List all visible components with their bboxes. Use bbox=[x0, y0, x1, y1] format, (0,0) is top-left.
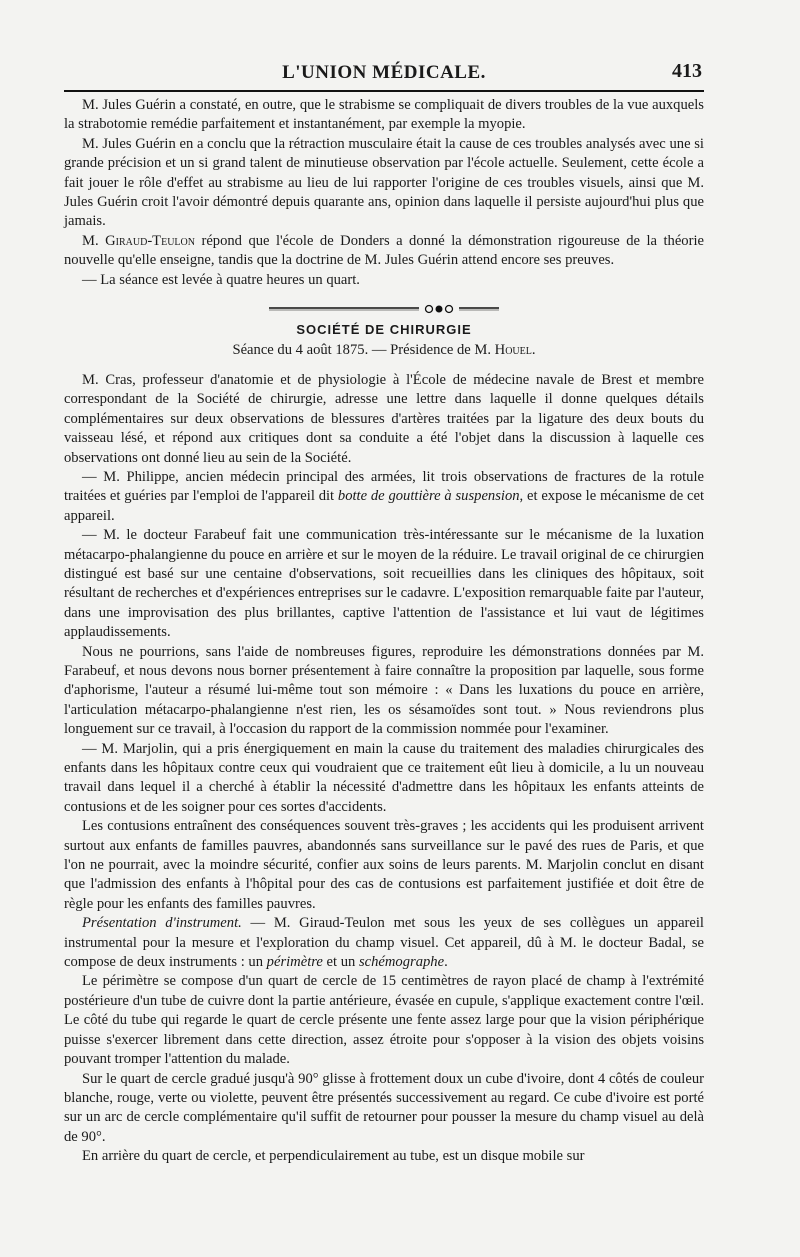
paragraph-disque: En arrière du quart de cercle, et perpendiculairement au tube, est un disque mobile sur bbox=[82, 1148, 585, 1165]
paragraph-text: — M. Giraud-Teulon met sous les yeux de ses collègues un appareil instrumental pour la mesure et l'exploration du champ visuel. Cet appareil, dû à M. le docteur Badal, se compose de deux instruments : un bbox=[64, 915, 704, 971]
paragraph-text: , et expose le mécanisme de cet appareil. bbox=[64, 488, 704, 524]
paragraph-marjolin: — M. Marjolin, qui a pris énergiquement en main la cause du traitement des maladies chirurgicales des enfants dans les hôpitaux contre ceux qui voudraient que ce traitement eût lieu à domicile, a lu un nouveau travail dans lequel il a cherché à établir la nécessité d'admettre dans les hôpitaux les enfants atteints de contusions et de les soigner pour ces sortes d'accidents. bbox=[64, 740, 704, 815]
paragraph-perimetre: Le périmètre se compose d'un quart de cercle de 15 centimètres de rayon placé de champ à l'extrémité postérieure d'un tube de cuivre dont la partie antérieure, évasée en cupule, s'applique exactement contre l'œil. Le côté du tube qui regarde le quart de cercle présente une fente assez large pour que la vision périphérique puisse s'exercer librement dans cette direction, assez étroite pour s'opposer à la vision des objets voisins pouvant tromper l'attention du malade. bbox=[64, 973, 704, 1068]
session-suffix: . bbox=[531, 342, 536, 359]
paragraph-philippe bbox=[64, 468, 704, 526]
session-date: Séance du 4 août 1875. — Présidence de M. bbox=[232, 342, 495, 359]
paragraph-cube: Sur le quart de cercle gradué jusqu'à 90° glisse à frottement doux un cube d'ivoire, dont 4 côtés de couleur blanche, rouge, verte ou violette, peuvent être présentés successivement au regard. Ce cube d'ivoire est porté sur un arc de cercle complémentaire qu'il suffit de retourner pour pousser la mesure du champ visuel au delà de 90°. bbox=[64, 1070, 704, 1145]
paragraph-farabeuf-summary: Nous ne pourrions, sans l'aide de nombreuses figures, reproduire les démonstrations données par M. Farabeuf, et nous devons nous borner présentement à faire connaître la proposition par laquelle, sous forme d'aphorisme, l'auteur a résumé lui-même tout son mémoire : « Dans les luxations du pouce en arrière, l'articulation métacarpo-phalangienne n'est rien, les os sésamoïdes sont tout. » Nous reviendrons plus longuement sur ce travail, à l'occasion du rapport de la commission nommée pour l'examiner. bbox=[64, 643, 704, 738]
paragraph-text: . bbox=[444, 954, 448, 971]
presentation-lead: Présentation d'instrument. bbox=[82, 915, 242, 932]
page-number: 413 bbox=[672, 60, 702, 82]
section-title: SOCIÉTÉ DE CHIRURGIE bbox=[296, 322, 472, 338]
paragraph-text: répond que l'école de Donders a donné la démonstration rigoureuse de la théorie nouvelle qu'elle enseigne, tandis que la doctrine de M. Jules Guérin attend encore ses preuves. bbox=[64, 232, 704, 269]
running-title: L'UNION MÉDICALE. bbox=[282, 62, 486, 83]
section-ornament bbox=[269, 302, 499, 314]
apparatus-name: botte de gouttière à suspension bbox=[337, 488, 520, 505]
paragraph-text: et un bbox=[322, 954, 359, 971]
session-president: Houel bbox=[494, 342, 532, 359]
body-text bbox=[64, 96, 704, 1167]
speaker-prefix: M. bbox=[82, 232, 106, 249]
paragraph: M. Jules Guérin en a conclu que la rétraction musculaire était la cause de ces troubles analysés avec une si grande précision et un si grand talent de minutieuse observation par l'école actuelle. Seulement, cette école a fait jouer le rôle d'effet au strabisme au lieu de lui rapporter l'origine de ces troubles visuels, ainsi que M. Jules Guérin croit l'avoir démontré depuis quarante ans, opinion dans laquelle il persiste aujourd'hui plus que jamais. bbox=[64, 135, 704, 230]
paragraph-farabeuf: — M. le docteur Farabeuf fait une communication très-intéressante sur le mécanisme de la luxation métacarpo-phalangienne du pouce en arrière et sur le moyen de la réduire. Le travail original de ce chirurgien distingué est basé sur une centaine d'observations, soit recueillies dans les cliniques des hôpitaux, soit résultant de recherches et d'expériences entreprises sur le cadavre. L'exposition remarquable faite par l'auteur, dans une improvisation des plus brillantes, captive l'attention de l'assistance et lui vaut de légitimes applaudissements. bbox=[64, 527, 704, 641]
paragraph-contusions: Les contusions entraînent des conséquences souvent très-graves ; les accidents qui les produisent arrivent surtout aux enfants de familles pauvres, abandonnés sans surveillance sur le pavé des rues de Paris, et que l'on ne pourrait, avec la moindre sécurité, confier aux soins de leurs parents. M. Marjolin conclut en disant que l'admission des enfants à l'hôpital pour des cas de contusions est parfaitement justifiée et doit être de règle pour les enfants des familles pauvres. bbox=[64, 818, 704, 912]
closing-line: — La séance est levée à quatre heures un quart. bbox=[82, 271, 360, 288]
instrument-perimetre: périmètre bbox=[266, 954, 323, 971]
paragraph-text: — M. Philippe, ancien médecin principal des armées, lit trois observations de fractures de la rotule traitées et guéries par l'emploi de l'appareil dit bbox=[64, 468, 704, 505]
paragraph-giraud-teulon bbox=[64, 232, 704, 271]
paragraph-cras: M. Cras, professeur d'anatomie et de physiologie à l'École de médecine navale de Brest et membre correspondant de la Société de chirurgie, adresse une lettre dans laquelle il donne quelques détails complémentaires sur deux observations de blessures d'artères traitées par la ligature des deux bouts du vaisseau lésé, et répond aux critiques dont sa conduite a été l'objet dans la discussion à laquelle ces observations ont donné lieu au sein de la Société. bbox=[64, 371, 704, 466]
page-header bbox=[64, 58, 704, 86]
header-rule bbox=[64, 90, 704, 92]
instrument-schemographe: schémographe bbox=[358, 954, 445, 971]
speaker-name: Giraud-Teulon bbox=[105, 232, 195, 249]
session-line bbox=[64, 341, 704, 360]
paragraph: M. Jules Guérin a constaté, en outre, que le strabisme se compliquait de divers troubles de la vue auxquels la strabotomie remédie parfaitement et instantanément, par exemple la myopie. bbox=[64, 97, 704, 133]
paragraph-presentation bbox=[64, 914, 704, 972]
